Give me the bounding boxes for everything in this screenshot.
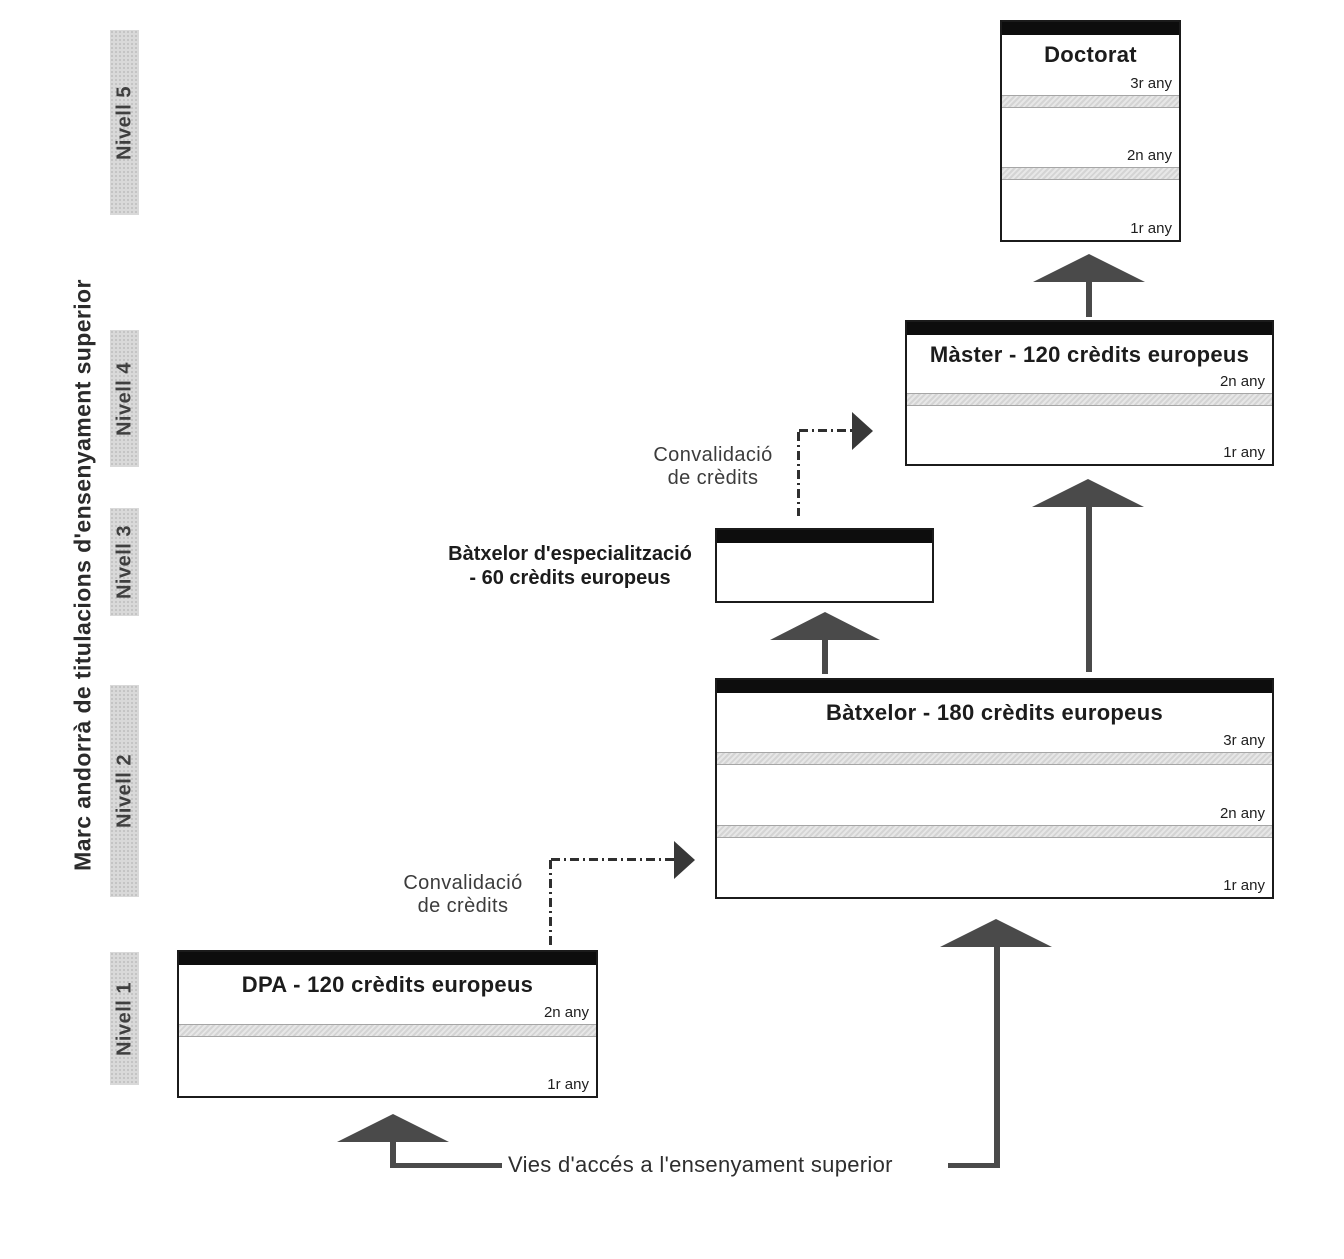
batxelor-especialitzacio-box-topbar [717,530,932,543]
arrow-access-to-dpa-head [337,1114,449,1142]
convalidacio-lower-label-line1: Convalidació [403,872,523,894]
access-path-label: Vies d'accés a l'ensenyament superior [508,1152,893,1177]
doctorat-year-3r: 3r any [1130,74,1172,92]
level-bar-nivell-2 [110,685,139,897]
level-bar-nivell-4 [110,330,139,467]
master-row-1r [907,406,1272,464]
access-path-line-left [390,1163,502,1168]
arrow-access-to-batxelor-head [940,919,1052,947]
master-box-topbar [907,322,1272,335]
batxelor-row-3r [717,693,1272,752]
framework-axis-title [64,279,102,871]
doctorat-title: Doctorat [1044,42,1137,67]
master-row-2n [907,335,1272,393]
dpa-title: DPA - 120 crèdits europeus [241,972,534,997]
convalidacio-upper-label [627,444,799,490]
batxelor-year-3r: 3r any [1223,732,1265,750]
doctorat-box [1000,20,1181,242]
arrow-batxelor-to-master-head [1032,479,1144,507]
batxelor-especialitzacio-label-line2: - 60 crèdits europeus [469,567,671,589]
batxelor-year-2n: 2n any [1219,804,1265,822]
doctorat-row-1r [1002,180,1179,240]
level-label-nivell-1: Nivell 1 [113,981,135,1056]
arrow-access-to-batxelor-stem [994,945,1000,1168]
batxelor-especialitzacio-box [715,528,934,603]
master-year-2n: 2n any [1219,373,1265,390]
dpa-year-1r: 1r any [547,1076,589,1093]
batxelor-year-separator [717,825,1272,838]
batxelor-title: Bàtxelor - 180 crèdits europeus [826,700,1163,725]
dpa-box-topbar [179,952,596,965]
master-year-separator [907,393,1272,406]
arrow-master-to-doctorat-head [1033,254,1145,282]
convalidacio-upper-label-line1: Convalidació [653,444,773,466]
convalidacio-upper-line-horizontal [799,429,853,432]
level-label-nivell-5: Nivell 5 [113,85,135,160]
doctorat-year-2n: 2n any [1126,147,1172,165]
doctorat-year-1r: 1r any [1130,220,1172,238]
convalidacio-lower-label-line2: de crèdits [417,895,509,917]
convalidacio-lower-line-horizontal [551,858,675,861]
arrow-batxelor-to-especialitzacio-head [770,612,880,640]
access-path-line-right [948,1163,1000,1168]
batxelor-box-topbar [717,680,1272,693]
dpa-year-2n: 2n any [543,1004,589,1021]
doctorat-row-2n [1002,108,1179,168]
level-label-nivell-3: Nivell 3 [113,524,135,600]
doctorat-row-3r [1002,35,1179,95]
batxelor-row-2n [717,765,1272,824]
framework-axis-title-text: Marc andorrà de titulacions d'ensenyament superior [69,279,96,871]
doctorat-year-separator [1002,167,1179,180]
doctorat-year-separator [1002,95,1179,108]
dpa-row-1r [179,1037,596,1096]
batxelor-especialitzacio-label [424,542,716,590]
convalidacio-upper-label-line2: de crèdits [667,467,759,489]
level-label-nivell-2: Nivell 2 [113,753,135,829]
master-title: Màster - 120 crèdits europeus [929,342,1250,367]
batxelor-year-1r: 1r any [1223,876,1265,894]
doctorat-box-topbar [1002,22,1179,35]
convalidacio-lower-line-vertical [549,860,552,946]
arrow-master-to-doctorat-stem [1086,280,1092,317]
level-bar-nivell-5 [110,30,139,215]
convalidacio-upper-arrowhead [852,412,873,450]
level-bar-nivell-3 [110,508,139,616]
master-year-1r: 1r any [1223,444,1265,461]
batxelor-year-separator [717,752,1272,765]
arrow-batxelor-to-master-stem [1086,505,1092,672]
convalidacio-lower-label [377,872,549,918]
master-box [905,320,1274,466]
level-bar-nivell-1 [110,952,139,1085]
dpa-row-2n [179,965,596,1024]
batxelor-box [715,678,1274,899]
batxelor-row-1r [717,838,1272,897]
level-label-nivell-4: Nivell 4 [113,361,135,436]
batxelor-especialitzacio-label-line1: Bàtxelor d'especialització [448,543,692,565]
dpa-year-separator [179,1024,596,1037]
arrow-batxelor-to-especialitzacio-stem [822,638,828,674]
dpa-box [177,950,598,1098]
convalidacio-lower-arrowhead [674,841,695,879]
